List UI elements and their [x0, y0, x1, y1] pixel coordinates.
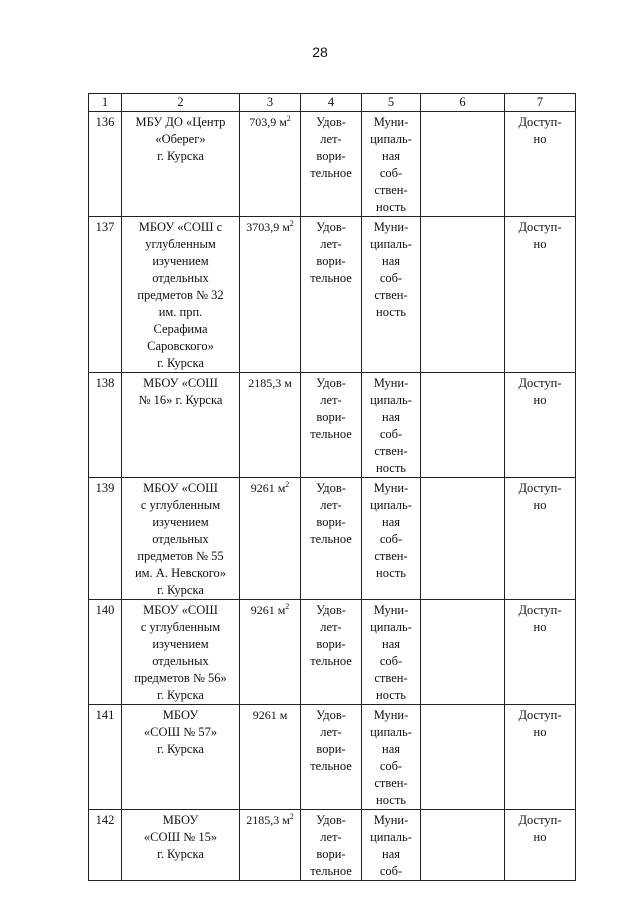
access-value: Доступ- но	[518, 220, 562, 251]
ownership-value: Муни- ципаль- ная соб- ствен- ность	[370, 376, 412, 475]
access-value: Доступ- но	[518, 603, 562, 634]
condition-value: Удов- лет- вори- тельное	[310, 813, 352, 878]
row-number: 138	[95, 376, 115, 390]
row-number: 141	[95, 708, 115, 722]
ownership-value: Муни- ципаль- ная соб- ствен- ность	[370, 603, 412, 702]
row-number: 137	[95, 220, 115, 234]
row-number: 136	[95, 115, 115, 129]
table-header-row	[89, 94, 576, 112]
column-header: 1	[89, 94, 122, 112]
ownership-value: Муни- ципаль- ная соб-	[370, 813, 412, 878]
column-6-value	[421, 478, 504, 480]
column-6-value	[421, 810, 504, 812]
table-row	[89, 705, 576, 810]
area-value: 9261 м	[252, 708, 288, 722]
access-value: Доступ- но	[518, 115, 562, 146]
table-row	[89, 217, 576, 373]
table-row	[89, 478, 576, 600]
ownership-value: Муни- ципаль- ная соб- ствен- ность	[370, 115, 412, 214]
page-number: 28	[312, 44, 328, 60]
access-value: Доступ- но	[518, 481, 562, 512]
table-row	[89, 373, 576, 478]
condition-value: Удов- лет- вори- тельное	[310, 220, 352, 285]
row-number: 142	[95, 813, 115, 827]
area-value: 3703,9 $м^2$	[246, 219, 294, 234]
institution-name: МБОУ «СОШ с углубленным изучением отдельных предметов № 55 им. А. Невского» г. Курска	[134, 481, 227, 597]
row-number: 139	[95, 481, 115, 495]
column-header: 5	[362, 94, 421, 112]
area-value: 703,9 $м^2$	[249, 114, 291, 129]
table-row	[89, 112, 576, 217]
table-row	[89, 810, 576, 881]
access-value: Доступ- но	[518, 708, 562, 739]
condition-value: Удов- лет- вори- тельное	[310, 481, 352, 546]
ownership-value: Муни- ципаль- ная соб- ствен- ность	[370, 220, 412, 319]
column-header: 4	[301, 94, 362, 112]
ownership-value: Муни- ципаль- ная соб- ствен- ность	[370, 481, 412, 580]
area-value: 2185,3 $м^2$	[246, 812, 294, 827]
area-value: 2185,3 м	[248, 376, 292, 390]
area-value: 9261 $м^2$	[250, 480, 290, 495]
column-header: 6	[421, 94, 505, 112]
institution-name: МБОУ «СОШ № 16» г. Курска	[138, 376, 223, 407]
ownership-value: Муни- ципаль- ная соб- ствен- ность	[370, 708, 412, 807]
column-6-value	[421, 705, 504, 707]
column-6-value	[421, 600, 504, 602]
access-value: Доступ- но	[518, 376, 562, 407]
condition-value: Удов- лет- вори- тельное	[310, 708, 352, 773]
condition-value: Удов- лет- вори- тельное	[310, 115, 352, 180]
table-row	[89, 600, 576, 705]
condition-value: Удов- лет- вори- тельное	[310, 603, 352, 668]
column-6-value	[421, 373, 504, 375]
institution-name: МБОУ «СОШ с углубленным изучением отдельных предметов № 32 им. прп. Серафима Саровского» г. Курска	[137, 220, 224, 370]
column-6-value	[421, 217, 504, 219]
column-header: 2	[122, 94, 240, 112]
objects-table	[88, 93, 576, 881]
condition-value: Удов- лет- вори- тельное	[310, 376, 352, 441]
institution-name: МБОУ «СОШ с углубленным изучением отдельных предметов № 56» г. Курска	[134, 603, 227, 702]
institution-name: МБУ ДО «Центр «Оберег» г. Курска	[135, 115, 226, 163]
institution-name: МБОУ «СОШ № 15» г. Курска	[143, 813, 218, 861]
area-value: 9261 $м^2$	[250, 602, 290, 617]
column-header: 7	[505, 94, 576, 112]
column-header: 3	[240, 94, 301, 112]
access-value: Доступ- но	[518, 813, 562, 844]
row-number: 140	[95, 603, 115, 617]
institution-name: МБОУ «СОШ № 57» г. Курска	[143, 708, 218, 756]
column-6-value	[421, 112, 504, 114]
